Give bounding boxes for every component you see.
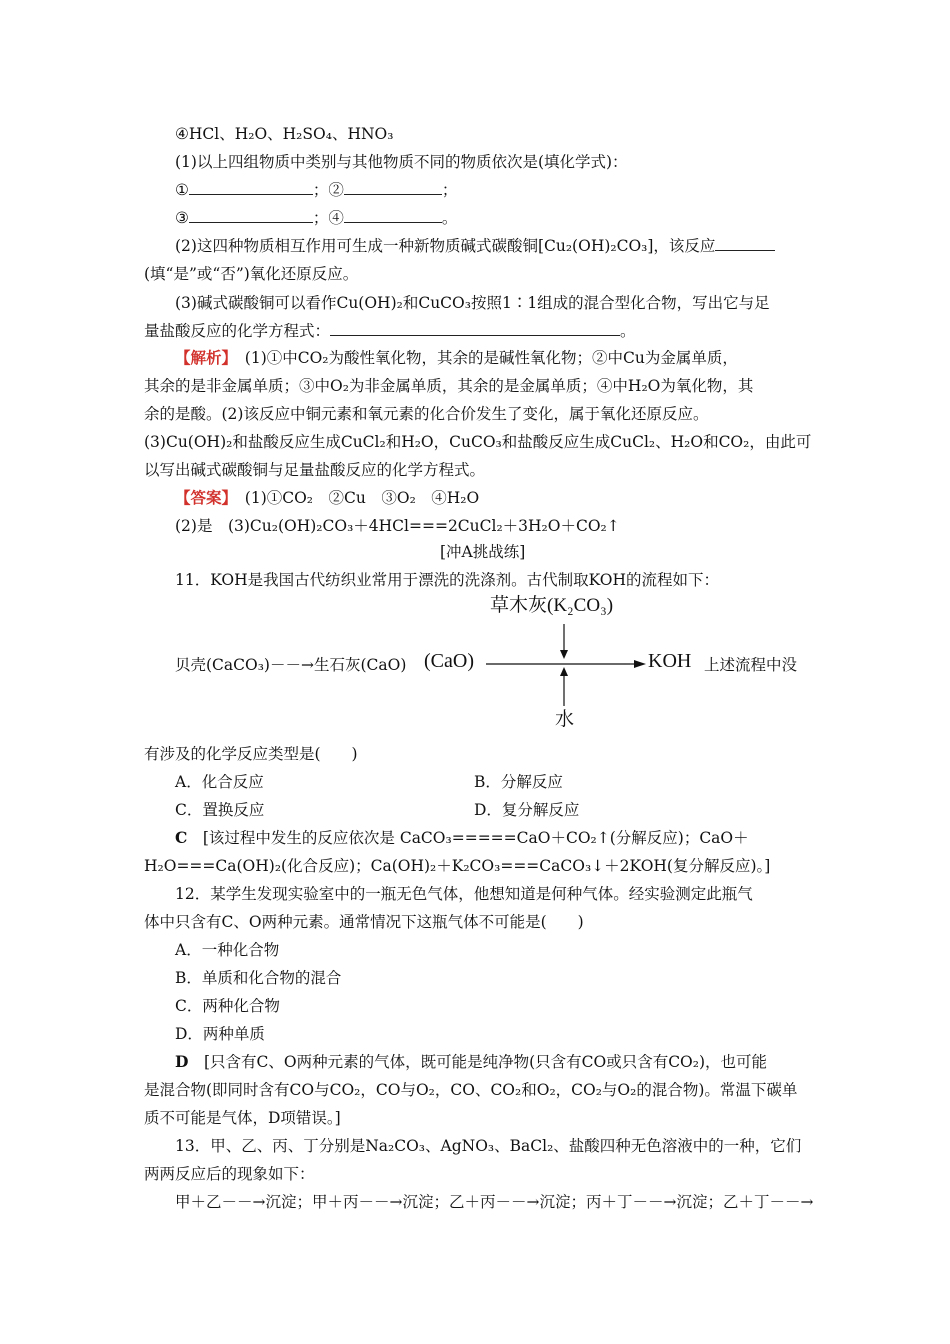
q13-stem-3: 甲＋乙－－→沉淀；甲＋丙－－→沉淀；乙＋丙－－→沉淀；丙＋丁－－→沉淀；乙＋丁－－→ <box>175 1193 814 1211</box>
q10-sub2-line1: (2)这四种物质相互作用可生成一种新物质碱式碳酸铜[Cu₂(OH)₂CO₃]，该反应 <box>175 236 775 256</box>
flow-left-label: 贝壳(CaCO₃)－－→生石灰(CaO) <box>175 656 407 674</box>
analysis-line-3: 余的是酸。(2)该反应中铜元素和氧元素的化合价发生了变化，属于氧化还原反应。 <box>144 405 709 423</box>
q12-option-b: B．单质和化合物的混合 <box>175 969 342 987</box>
q12-option-c: C．两种化合物 <box>175 997 280 1015</box>
flow-top-label: 草木灰(K₂CO₃) <box>490 595 614 616</box>
q12-stem-2: 体中只含有C、O两种元素。通常情况下这瓶气体不可能是( ) <box>144 913 584 931</box>
q11-option-c: C．置换反应 <box>175 801 265 819</box>
q11-option-b: B．分解反应 <box>474 773 563 791</box>
analysis-line-4: (3)Cu(OH)₂和盐酸反应生成CuCl₂和H₂O，CuCO₃和盐酸反应生成CuCl₂、H₂O和CO₂，由此可 <box>144 433 812 451</box>
q12-answer-letter: D <box>175 1052 189 1071</box>
q11-answer-line-2: H₂O===Ca(OH)₂(化合反应)；Ca(OH)₂＋K₂CO₃===CaCO₃↓＋2KOH(复分解反应)。] <box>144 857 771 875</box>
analysis-line-2: 其余的是非金属单质；③中O₂为非金属单质，其余的是金属单质；④中H₂O为氧化物，其 <box>144 377 754 395</box>
answer-line-1: 【答案】 (1)①CO₂ ②Cu ③O₂ ④H₂O <box>175 488 480 507</box>
q10-sub3-line1: (3)碱式碳酸铜可以看作Cu(OH)₂和CuCO₃按照1∶1组成的混合型化合物，写出它与足 <box>175 294 770 312</box>
q11-option-d: D．复分解反应 <box>474 801 580 819</box>
flow-mid-label: (CaO) <box>424 650 474 672</box>
q11-answer-letter: C <box>175 828 188 847</box>
flow-right-label: KOH <box>648 650 692 672</box>
q13-stem-2: 两两反应后的现象如下： <box>144 1165 315 1183</box>
analysis-label: 【解析】 <box>175 348 230 367</box>
q10-sub2-line2: (填“是”或“否”)氧化还原反应。 <box>144 265 359 283</box>
flow-tail-text: 上述流程中没 <box>704 656 798 674</box>
q11-answer-line-1: C [该过程中发生的反应依次是 CaCO₃=====CaO＋CO₂↑(分解反应)；CaO＋ <box>175 828 749 847</box>
answer-label: 【答案】 <box>175 488 230 507</box>
q13-stem-1: 13．甲、乙、丙、丁分别是Na₂CO₃、AgNO₃、BaCl₂、盐酸四种无色溶液中的一种，它们 <box>175 1137 802 1155</box>
q12-answer-line-3: 质不可能是气体，D项错误。] <box>144 1109 341 1127</box>
q12-stem-1: 12．某学生发现实验室中的一瓶无色气体，他想知道是何种气体。经实验测定此瓶气 <box>175 885 753 903</box>
q12-answer-line-1: D [只含有C、O两种元素的气体，既可能是纯净物(只含有CO或只含有CO₂)，也可能 <box>175 1052 768 1071</box>
q10-item-4: ④HCl、H₂O、H₂SO₄、HNO₃ <box>175 125 394 143</box>
q10-blanks-row2: ③ ；④ 。 <box>175 209 458 227</box>
q12-answer-line-2: 是混合物(即同时含有CO与CO₂，CO与O₂，CO、CO₂和O₂，CO₂与O₂的混合物)。常温下碳单 <box>144 1081 798 1099</box>
q11-stem-cont: 有涉及的化学反应类型是( ) <box>144 745 358 763</box>
q11-option-a: A．化合反应 <box>175 773 264 791</box>
q12-option-a: A．一种化合物 <box>175 941 280 959</box>
q10-sub3-line2: 量盐酸反应的化学方程式： 。 <box>144 322 636 340</box>
analysis-line-5: 以写出碱式碳酸铜与足量盐酸反应的化学方程式。 <box>144 461 486 479</box>
q10-blanks-row1: ① ；② ； <box>175 181 458 199</box>
answer-line-2: (2)是 (3)Cu₂(OH)₂CO₃＋4HCl===2CuCl₂＋3H₂O＋CO₂↑ <box>175 517 620 535</box>
section-title: [冲A挑战练] <box>440 543 526 561</box>
flow-bottom-label: 水 <box>555 709 575 730</box>
q12-option-d: D．两种单质 <box>175 1025 265 1043</box>
q11-stem: 11．KOH是我国古代纺织业常用于漂洗的洗涤剂。古代制取KOH的流程如下： <box>175 571 720 589</box>
analysis-line-1: 【解析】 (1)①中CO₂为酸性氧化物，其余的是碱性氧化物；②中Cu为金属单质， <box>175 348 738 367</box>
q10-sub1-text: (1)以上四组物质中类别与其他物质不同的物质依次是(填化学式)： <box>175 153 628 171</box>
